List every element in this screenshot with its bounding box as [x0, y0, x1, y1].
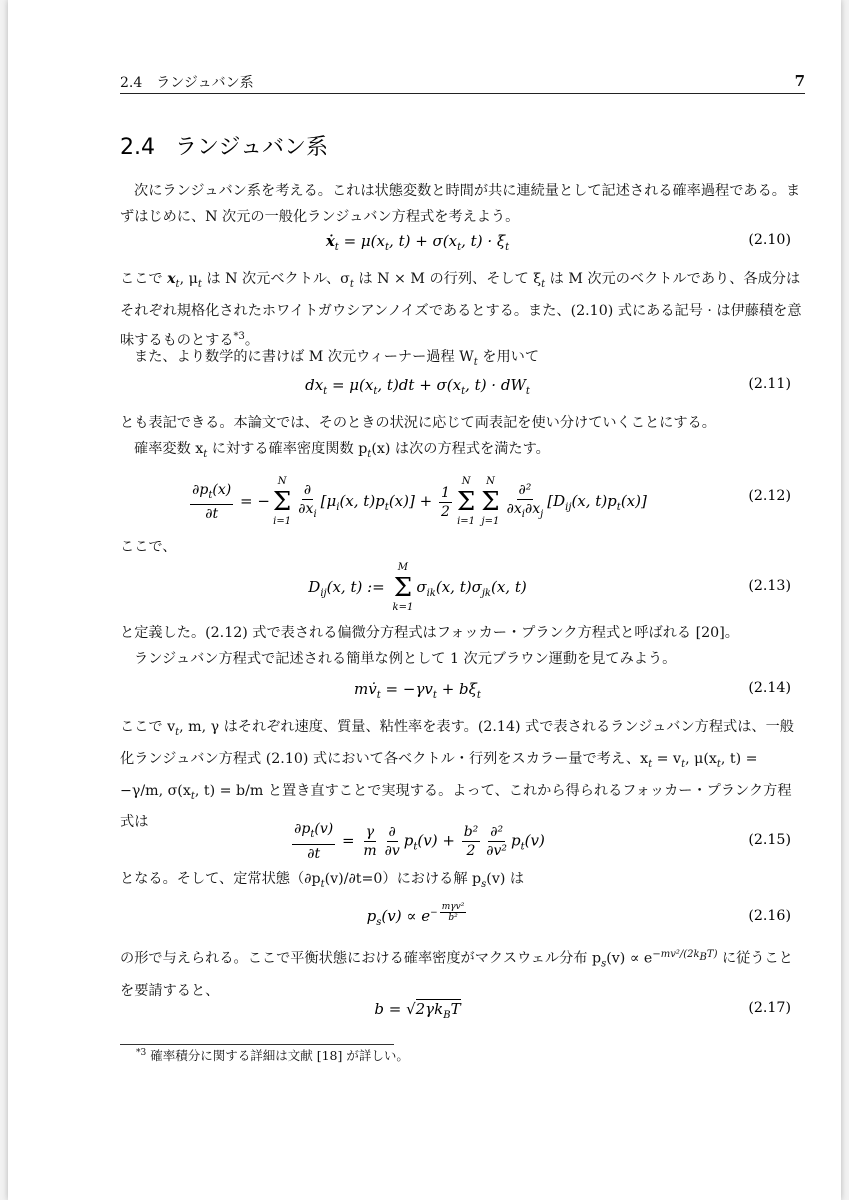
paper-page [8, 0, 841, 1200]
paragraph-definitions: ここで $x_t$, $\mu_t$ は N 次元ベクトル、$\sigma_t$ は N × M の行列、そして $\xi_t$ は M 次元のベクトルであり、各成分はそれぞれ規格化されたホワイトガウシアンノイズであるとする。また、(2.10) 式にある記号 · は伊藤積を意味するものとする$^{*3}$。 [120, 271, 802, 349]
equation-number: (2.13) [748, 578, 791, 594]
paragraph-fokker-planck: と定義した。(2.12) 式で表される偏微分方程式はフォッカー・プランク方程式と呼ばれる [20]。 [120, 625, 739, 641]
equation-2-14: $mv̇_t = -\gamma v_t + b\xi_t$ (2.14) [354, 680, 791, 701]
section-title: ランジュバン系 [175, 135, 329, 160]
equation-2-16: $p_s(v) \propto e^{- \frac{\text{mγv²}}{\text{b²}}}$ (2.16) [366, 902, 791, 928]
paragraph-scalar: ここで $v_t$, m, γ はそれぞれ速度、質量、粘性率を表す。(2.14) 式で表されるランジュバン方程式は、一般化ランジュバン方程式 (2.10) 式において各ベクトル・行列をスカラー量で考え、$x_t = v_t$, $\mu(x_t$, t) = −γ/m, $\sigma(x_t$, t) = b/m と置き直すことで実現する。よって、これから得られるフォッカー・プランク方程式は [120, 719, 794, 831]
section-number: 2.4 [120, 135, 155, 160]
equation-2-15: $\frac{\partial p_t(v)}{\partial t}$ = $\frac{\gamma}{m}$ $\frac{\partial}{\partial v}$ $p_t(v)$ + $\frac{\text{b²}}{2}$ $\frac{\text{∂²}}{\text{∂v²}}$ $p_t(v)$ (2.15) [294, 821, 791, 862]
equation-2-12: $\frac{\partial p_t(x)}{\partial t}$ = − N Σ i=1 $\frac{\partial}{\partial x_i}$ [$\mu_i(x$, $t)p_t(x)$] + $\frac{1}{2}$ N Σ i=1 N Σ j=1 $\frac{\text{∂²}}{\partial x_i\partial x_j}$ [$D_{ij}(x$, $t)p_t(x)$] (2.12) [192, 476, 791, 527]
footnote-ref: *3 [233, 330, 245, 342]
paragraph-maxwell: の形で与えられる。ここで平衡状態における確率密度がマクスウェル分布 $p_s(v) \propto e^{-mv^2/(2k_BT)}$ に従うことを要請すると、 [120, 949, 793, 999]
equation-number: (2.17) [748, 1000, 791, 1016]
footnote-mark: *3 [136, 1047, 147, 1058]
header-rule [120, 93, 805, 94]
footnote [136, 1046, 409, 1064]
footnote-rule [120, 1044, 394, 1045]
equation-2-17: $b = √2\gamma k_BT$ (2.17) [374, 1000, 791, 1021]
equation-number: (2.12) [748, 488, 791, 504]
paragraph-intro: 次にランジュバン系を考える。これは状態変数と時間が共に連続量として記述される確率過程である。まずはじめに、N 次元の一般化ランジュバン方程式を考えよう。 [120, 183, 801, 225]
paragraph-here: ここで、 [120, 539, 177, 555]
equation-2-11: $dx_t = \mu(x_t$, $t)dt + \sigma(x_t$, $t) \cdot dW_t$ (2.11) [305, 376, 791, 397]
paragraph-brownian: ランジュバン方程式で記述される簡単な例として 1 次元ブラウン運動を見てみよう。 [134, 651, 677, 667]
running-head-section: 2.4 ランジュバン系 [120, 75, 254, 91]
equation-2-10: ẋ$_t$ = $\mu(x_t$, $t) + \sigma(x_t$, $t) \cdot \xi_t$ (2.10) [325, 232, 791, 253]
paragraph-density: 確率変数 $x_t$ に対する確率密度関数 $p_t(x)$ は次の方程式を満たす。 [134, 441, 550, 460]
equation-number: (2.11) [748, 376, 791, 392]
equation-number: (2.14) [748, 680, 791, 696]
section-heading [120, 130, 328, 161]
paragraph-wiener: また、より数学的に書けば M 次元ウィーナー過程 $W_t$ を用いて [134, 349, 540, 368]
paragraph-notation: とも表記できる。本論文では、そのときの状況に応じて両表記を使い分けていくことにする。 [120, 415, 716, 431]
equation-number: (2.16) [748, 908, 791, 924]
page-number: 7 [794, 72, 805, 90]
equation-number: (2.10) [748, 232, 791, 248]
equation-2-13: $D_{ij}(x$, t) := M Σ k=1 $\sigma_{ik}(x$, $t)\sigma_{jk}(x$, t) (2.13) [308, 562, 791, 613]
paragraph-steady: となる。そして、定常状態$(\partial p_t(v)/\partial t=0)$における解 $p_s(v)$ は [120, 871, 525, 890]
equation-number: (2.15) [748, 832, 791, 848]
footnote-text: 確率積分に関する詳細は文献 [18] が詳しい。 [150, 1048, 409, 1063]
